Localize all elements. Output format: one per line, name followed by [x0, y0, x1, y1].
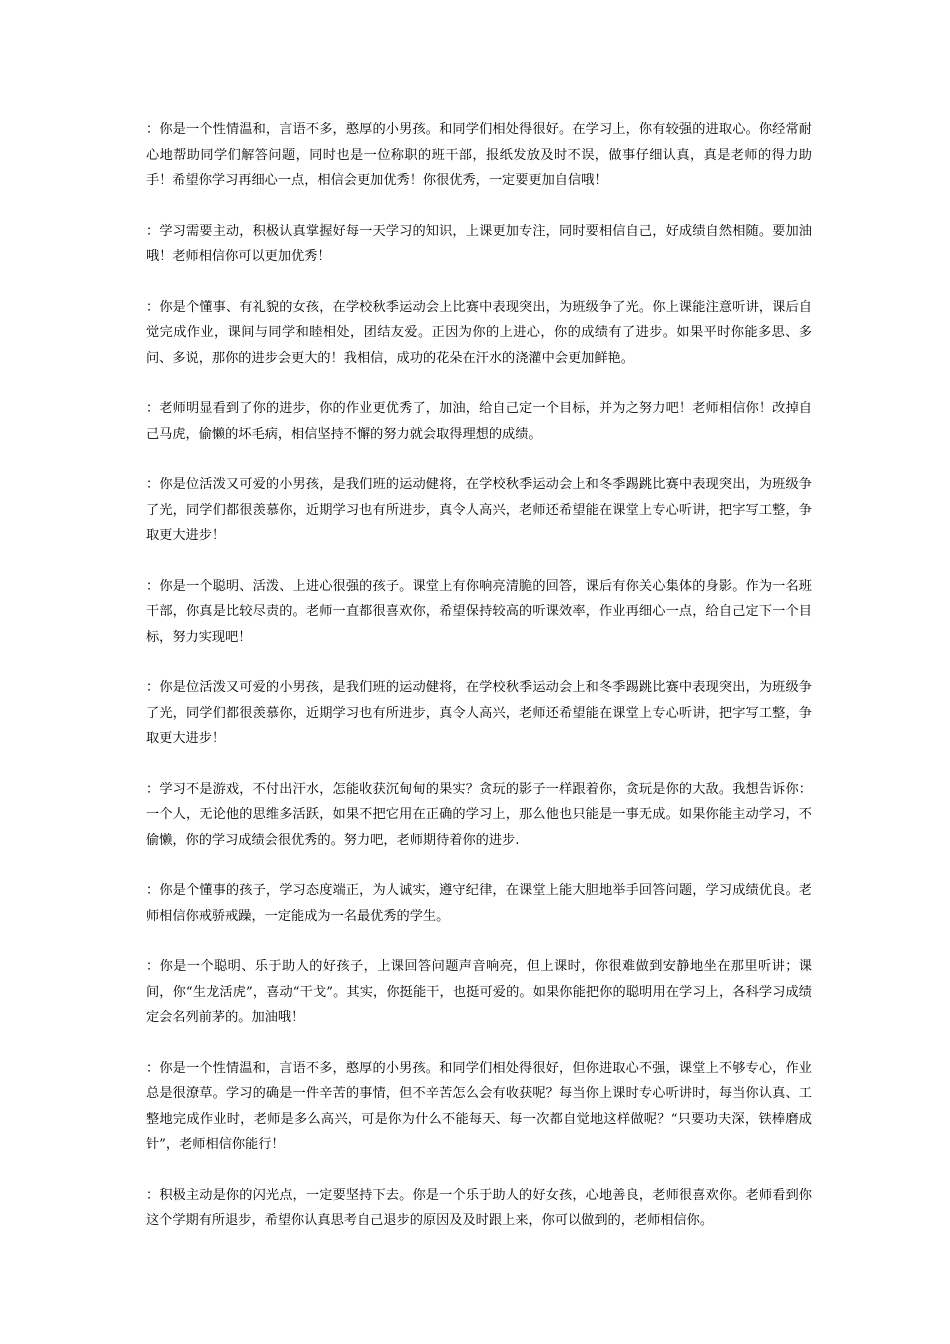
comment-paragraph-12: ：积极主动是你的闪光点，一定要坚持下去。你是一个乐于助人的好女孩，心地善良，老师很喜欢你。老师看到你这个学期有所退步，希望你认真思考自己退步的原因及及时跟上来，你可以做到的，老师相信你。 — [146, 1187, 812, 1228]
comment-paragraph-6: ：你是一个聪明、活泼、上进心很强的孩子。课堂上有你响亮清脆的回答，课后有你关心集体的身影。作为一名班干部，你真是比较尽责的。老师一直都很喜欢你，希望保持较高的听课效率，作业再细心一点，给自己定下一个目标，努力实现吧！ — [146, 578, 812, 645]
comment-paragraph-2: ：学习需要主动，积极认真掌握好每一天学习的知识，上课更加专注，同时要相信自己，好成绩自然相随。要加油哦！老师相信你可以更加优秀！ — [146, 223, 812, 264]
comment-paragraph-11: ：你是一个性情温和，言语不多，憨厚的小男孩。和同学们相处得很好，但你进取心不强，课堂上不够专心，作业总是很潦草。学习的确是一件辛苦的事情，但不辛苦怎么会有收获呢？每当你上课时专心听讲时，每当你认真、工整地完成作业时，老师是多么高兴，可是你为什么不能每天、每一次都自觉地这样做呢？“只要功夫深，铁棒磨成针”，老师相信你能行！ — [146, 1060, 812, 1152]
comment-paragraph-7: ：你是位活泼又可爱的小男孩，是我们班的运动健将，在学校秋季运动会上和冬季踢跳比赛中表现突出，为班级争了光，同学们都很羡慕你，近期学习也有所进步，真令人高兴，老师还希望能在课堂上专心听讲，把字写工整，争取更大进步！ — [146, 680, 812, 746]
comment-paragraph-10: ：你是一个聪明、乐于助人的好孩子，上课回答问题声音响亮，但上课时，你很难做到安静地坐在那里听讲；课间，你“生龙活虎”，喜动“干戈”。其实，你挺能干，也挺可爱的。如果你能把你的聪明用在学习上，各科学习成绩定会名列前茅的。加油哦！ — [146, 959, 812, 1025]
comment-paragraph-5: ：你是位活泼又可爱的小男孩，是我们班的运动健将，在学校秋季运动会上和冬季踢跳比赛中表现突出，为班级争了光，同学们都很羡慕你，近期学习也有所进步，真令人高兴，老师还希望能在课堂上专心听讲，把字写工整，争取更大进步！ — [146, 477, 812, 543]
comment-paragraph-3: ：你是个懂事、有礼貌的女孩，在学校秋季运动会上比赛中表现突出，为班级争了光。你上课能注意听讲，课后自觉完成作业，课间与同学和睦相处，团结友爱。正因为你的上进心，你的成绩有了进步。如果平时你能多思、多问、多说，那你的进步会更大的！我相信，成功的花朵在汗水的浇灌中会更加鲜艳。 — [146, 299, 812, 366]
comment-paragraph-9: ：你是个懂事的孩子，学习态度端正，为人诚实，遵守纪律，在课堂上能大胆地举手回答问题，学习成绩优良。老师相信你戒骄戒躁，一定能成为一名最优秀的学生。 — [146, 883, 812, 924]
comment-paragraph-8: ：学习不是游戏，不付出汗水，怎能收获沉甸甸的果实？贪玩的影子一样跟着你，贪玩是你的大敌。我想告诉你：一个人，无论他的思维多活跃，如果不把它用在正确的学习上，那么他也只能是一事无成。如果你能主动学习，不偷懒，你的学习成绩会很优秀的。努力吧，老师期待着你的进步. — [146, 781, 812, 848]
comment-paragraph-1: ：你是一个性情温和，言语不多，憨厚的小男孩。和同学们相处得很好。在学习上，你有较强的进取心。你经常耐心地帮助同学们解答问题，同时也是一位称职的班干部，报纸发放及时不误，做事仔细认真，真是老师的得力助手！希望你学习再细心一点，相信会更加优秀！你很优秀，一定要更加自信哦！ — [146, 122, 812, 188]
document-body — [146, 117, 812, 1259]
comment-paragraph-4: ：老师明显看到了你的进步，你的作业更优秀了，加油，给自己定一个目标，并为之努力吧！老师相信你！改掉自己马虎，偷懒的坏毛病，相信坚持不懈的努力就会取得理想的成绩。 — [146, 401, 812, 442]
